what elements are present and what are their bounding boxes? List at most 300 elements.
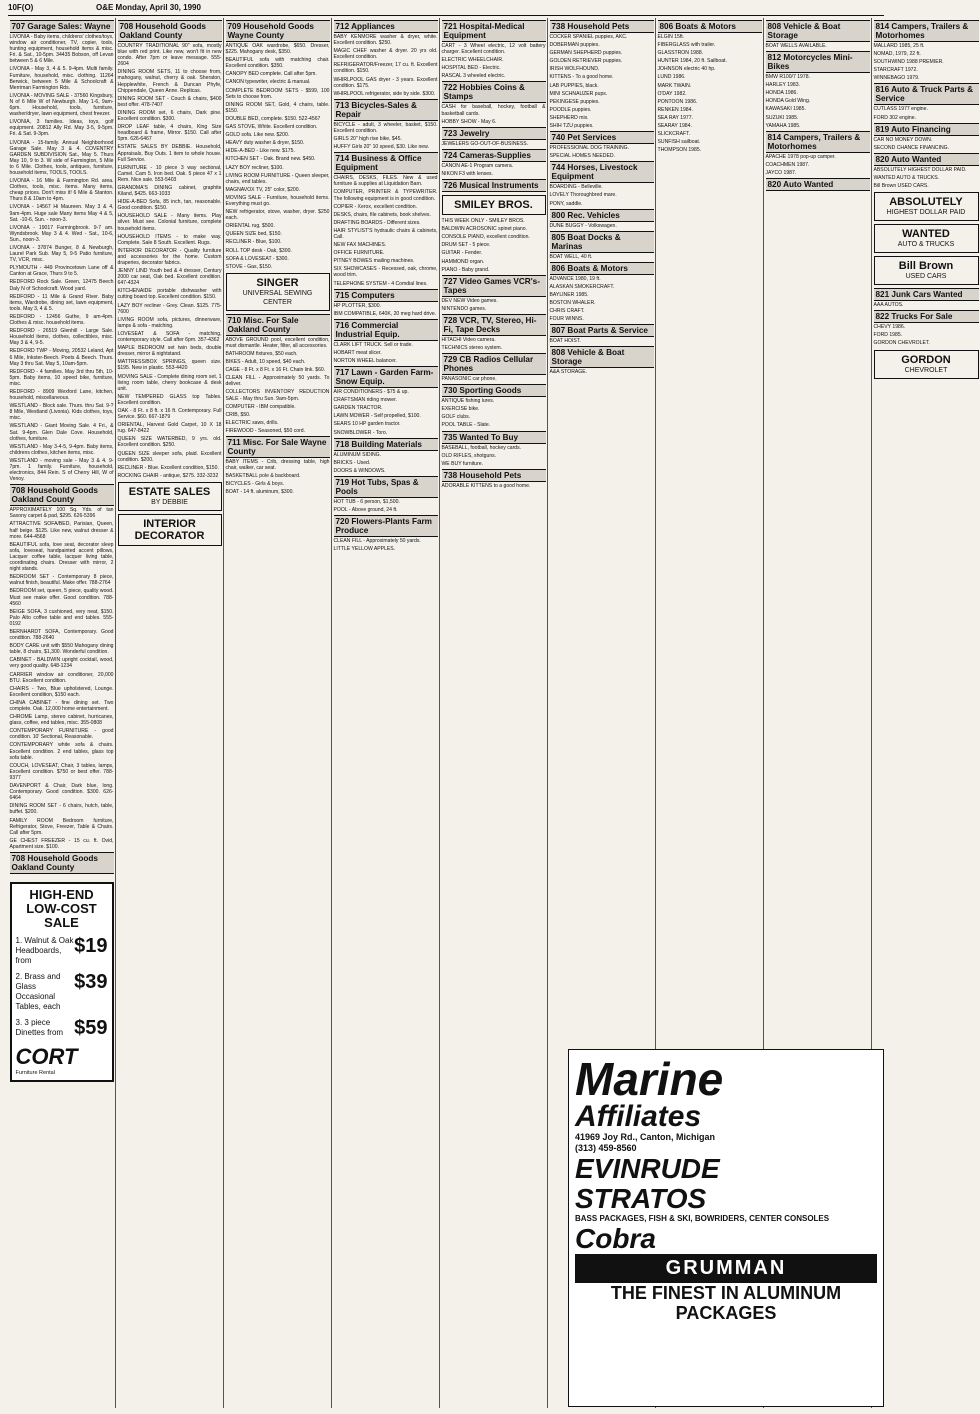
classified-ad: POOL - Above ground, 24 ft.	[333, 507, 398, 514]
gordon-sub: CHEVROLET	[904, 366, 948, 374]
classified-ad: ORIENTAL, Harvest Gold Carpet, 10 X 18 rug. 647-8422	[117, 422, 222, 435]
wanted-box-ad	[874, 224, 979, 253]
section-heading: 718 Building Materials	[334, 438, 438, 451]
classified-ad: GAS STOVE, White. Excellent condition.	[225, 124, 318, 131]
classified-ad: BABY ITEMS - Crib, dressing table, high chair, walker, car seat.	[225, 459, 330, 472]
classified-ad: LIVONIA, 3 families. Ideas, toys, golf equipment. 20812 Ally Rd. May 3-5, 9-5pm. Fri. & Sat. 9-3pm.	[9, 119, 114, 138]
section-heading: 726 Musical Instruments	[442, 179, 546, 192]
section-heading: 806 Boats & Motors	[550, 262, 654, 275]
classified-ad: MINI SCHNAUZER pups.	[549, 90, 608, 97]
classified-ad: DESKS, chairs, file cabinets, book shelves.	[333, 211, 431, 218]
classified-ad: NEW TEMPERED GLASS top Tables. Excellent condition.	[117, 393, 222, 406]
classified-ad: LOVESEAT & SOFA - matching, contemporary style. Call after 6pm. 357-4362	[117, 330, 222, 344]
classified-ad: YAMAHA 1985.	[765, 122, 801, 129]
classified-ad: LIVONIA - MOVING SALE - 37560 Kingsbury, N of 6 Mile W of Newburgh. May 1-6, 9am-6pm. Household, tools, furniture, washer/dryer, lawn equipment, chest freezer.	[9, 92, 114, 118]
classified-ad: CANOPY BED complete. Call after 5pm.	[225, 71, 317, 78]
classified-ad: LIVONIA - Baby items, childrens' clothes/toys, window air conditioner, TV, copier, tools, hunting equipment, household items & misc. Fri. & Sat., 10-5pm. 34435 Bobson, off Levan between 5 & 6 Mile.	[9, 34, 114, 65]
section-heading: 730 Sporting Goods	[442, 384, 546, 397]
classified-ad: PONTOON 1986.	[657, 98, 698, 105]
classified-ad: GARDEN TRACTOR.	[333, 405, 383, 412]
classified-ad: TELEPHONE SYSTEM - 4 Comdial lines.	[333, 280, 428, 287]
classified-ad: DUNE BUGGY - Volkswagen.	[549, 222, 617, 229]
classified-ad: GRANDMA'S DINING cabinet, graphite Kiland, $425. 663-1033	[117, 184, 222, 198]
section-heading: 808 Vehicle & Boat Storage	[550, 346, 654, 368]
interior-box-ad	[118, 514, 222, 546]
cort-logo: CORT	[15, 1043, 78, 1069]
classified-ad: ADVANCE 1980, 19 ft.	[549, 275, 601, 282]
classified-ad: ELGIN 15ft.	[657, 34, 685, 40]
classified-ad: PLYMOUTH - 449 Provincetown Lane off & Canton at Grace, Thurs 9 to 5.	[9, 265, 114, 278]
classified-ad: ELECTRIC saws, drills.	[225, 419, 279, 426]
classified-ad: ANTIQUE fishing lures.	[441, 398, 495, 405]
classified-ad: SEA RAY 1977.	[657, 114, 693, 121]
interior-box-title: INTERIOR DECORATOR	[134, 517, 205, 542]
section-heading: 814 Campers, Trailers & Motorhomes	[766, 131, 870, 153]
cort-item	[16, 972, 108, 1012]
estate-box-ad	[118, 482, 222, 511]
estate-box-sub: BY DEBBIE	[151, 498, 188, 506]
classified-ad: REDFORD - 11 Mile & Grand River. Baby items, Wardrobe, dining set, lawn equipment, tools. May 3, 4 & 5.	[9, 293, 114, 312]
classified-ad: NEW FAX MACHINES.	[333, 242, 387, 249]
classified-ad: TECHNICS stereo system.	[441, 344, 503, 351]
classified-ad: CLEAN FILL - Approximately 50 yards.	[333, 538, 421, 545]
classified-ad: OLD RIFLES, shotguns.	[441, 452, 497, 459]
section-heading: 728 VCR, TV, Stereo, Hi-Fi, Tape Decks	[442, 314, 546, 336]
singer-title: SINGER	[256, 276, 299, 289]
billbrown-title: Bill Brown	[898, 260, 954, 273]
page-header	[8, 3, 884, 16]
classified-ad: PONY, saddle.	[549, 200, 583, 207]
classified-ad: CANON typewriter, electric & manual.	[225, 79, 311, 86]
classified-ad: BODY CARE unit with $550 Mahogany dining table, 8 chairs, $1,300. Wonderful condition.	[9, 643, 114, 656]
section-heading: 727 Video Games VCR's-Tapes	[442, 275, 546, 297]
section-heading: 716 Commercial Industrial Equip.	[334, 319, 438, 341]
cobra-logo: Cobra	[575, 1223, 656, 1254]
cort-item-price: $39	[74, 970, 108, 993]
classified-ad: CONTEMPORARY white sofa & chairs. Excellent condition. 2 end tables, glass top sofa table.	[9, 742, 114, 761]
classified-ad: LIVONIA - 37874 Bunger, 8 & Newburgh, Laurel Park Sub. May 5, 9-5 Patio furniture, TV, VCR, misc.	[9, 245, 114, 264]
classified-ad: AIR CONDITIONERS - $75 & up.	[333, 389, 409, 396]
section-heading: 800 Rec. Vehicles	[550, 209, 654, 222]
classified-ad: BMW R100/7 1978.	[765, 74, 810, 81]
section-heading: 709 Household Goods Wayne County	[226, 20, 330, 42]
classified-ad: JOHNSON electric 40 hp.	[657, 66, 716, 73]
classified-ad: HUFFY Girls 20" 10 speed, $30. Like new.	[333, 144, 429, 151]
classified-ad: SOUTHWIND 1988 PREMIER.	[873, 59, 944, 66]
classified-ad: DRUM SET - 5 piece.	[441, 242, 491, 249]
classified-ad: DOUBLE BED, complete. $150. 522-4567	[225, 115, 321, 122]
classified-ad: MOVING SALE - Complete dining room set, 1 living room table, cherry bookcase & desk unit.	[117, 373, 222, 392]
classified-ad: DAVENPORT & Chair, Dark blue, long. Contemporary. Good condition. $300. 626-6464	[9, 783, 114, 802]
classified-ad: PANASONIC car phone.	[441, 376, 497, 383]
classified-ad: BICYCLE - adult, 3 wheeler, basket, $150. Excellent condition.	[333, 121, 438, 134]
classified-ad: HOBBY SHOW - May 6.	[441, 118, 497, 125]
classified-ad: REDFORD - 26519 Glenhill - Large Sale. Household items, clothes, collectibles, misc. May 3 & 4, 9-5.	[9, 328, 114, 347]
absolutely-sub: HIGHEST DOLLAR PAID	[886, 209, 966, 217]
classified-ad: PIANO - Baby grand.	[441, 266, 490, 273]
classified-ad: REDFORD Rock Sale. Green, 12475 Beech Daly N of Schoolcraft. Wood yard.	[9, 279, 114, 292]
classified-ad: ABOVE GROUND pool, excellent condition, must dismantle. Heater, filter, all accessories.	[225, 336, 330, 349]
section-heading: 812 Motorcycles Mini-Bikes	[766, 51, 870, 73]
classified-ad: BOARDING - Belleville.	[549, 184, 603, 191]
classified-ad: BABY KENMORE washer & dryer, white. Excellent condition. $250.	[333, 34, 438, 47]
classified-ad: LAB PUPPIES, black.	[549, 82, 599, 89]
classified-ad: SOFA & LOVESEAT - $300.	[225, 255, 289, 262]
classified-ad: HP PLOTTER, $300.	[333, 302, 381, 309]
section-heading: 707 Garage Sales: Wayne	[10, 20, 114, 33]
classified-ad: CASH for baseball, hockey, football & basketball cards.	[441, 104, 546, 117]
stratos-logo: STRATOS	[575, 1183, 707, 1214]
classified-ad: BATHROOM fixtures, $50 each.	[225, 351, 298, 357]
section-heading: 723 Jewelry	[442, 127, 546, 140]
classified-ad: HOUSEHOLD SALE - Many items. Play silver. Must see. Colonial furniture, complete household items.	[117, 213, 222, 232]
singer-box-ad	[226, 273, 330, 311]
page-number: 10F(O)	[8, 3, 34, 12]
classified-ad: LAZY BOY recliner, $100.	[225, 164, 284, 171]
classified-ad: CHRIS CRAFT.	[549, 308, 585, 315]
classified-ad: HOUSEHOLD ITEMS - to make way. Complete. Sale 8 South. Excellent. Rugs.	[117, 233, 222, 246]
classified-ad: HIDE-A-BED Sofa, 85 inch, tan, reasonable. Good condition. $150.	[117, 199, 222, 212]
classified-ad: GE CHEST FREEZER - 15 cu. ft. Ovid, Apartment size. $100.	[9, 837, 114, 850]
classified-ad: GERMAN SHEPHERD puppies.	[549, 50, 623, 57]
classified-ad: CRIB, $50.	[225, 411, 251, 418]
classified-ad: REDFORD - 4 families. May 3rd thru 5th, 10-5pm. Baby items, 10 speed bike, furniture, misc.	[9, 368, 114, 387]
section-heading: 805 Boat Docks & Marinas	[550, 231, 654, 253]
classified-ad: NEW refrigerator, stove, washer, dryer. $250 each.	[225, 209, 330, 222]
section-heading: 720 Flowers-Plants Farm Produce	[334, 515, 438, 537]
classified-ad: COACHMEN 1987.	[765, 161, 810, 168]
classified-ad: IRISH WOLFHOUND.	[549, 66, 600, 73]
column-1	[8, 18, 116, 1408]
classified-ad: MATTRESS/BOX SPRINGS, queen size. $195. New in plastic. 553-4420	[117, 359, 222, 372]
section-heading: 721 Hospital-Medical Equipment	[442, 20, 546, 42]
classified-ad: A&A STORAGE.	[549, 369, 588, 376]
classified-ad: PROFESSIONAL DOG TRAINING.	[549, 145, 630, 152]
classified-ad: LIVING ROOM sofa, pictures, dinnerware, lamps & sofa - matching.	[117, 316, 222, 329]
classified-ad: FAMILY ROOM Bedroom furniture, Refrigerator, Stove, Freezer, Table & Chairs. Call after 5pm.	[9, 817, 114, 836]
classified-ad: CAR NO MONEY DOWN.	[873, 136, 933, 143]
classified-ad: CHEVY 1986.	[873, 324, 906, 331]
classified-ad: COLLECTORS INVENTORY REDUCTION SALE - May thru Sun. 9am-5pm.	[225, 389, 330, 402]
section-heading: 713 Bicycles-Sales & Repair	[334, 99, 438, 121]
classified-ad: GLASSTRON 1988.	[657, 50, 704, 57]
classified-ad: CANON AE-1 Program camera.	[441, 162, 514, 169]
classified-ad: CHROME Lamp, stereo cabinet, hurricanes, glass, coffee, end tables, misc. 355-0808	[9, 714, 114, 727]
classified-ad: REDFORD TWP - Moving, 20532 Leland, Apt 6 Mile, Inkster-Beech. Poets & Beech. Thurs. May 3 thru Sat. May 5, 10am-5pm.	[9, 348, 114, 367]
cort-item	[16, 936, 108, 966]
classified-ad: DINING ROOM SET - Couch & chairs, $400 best offer. 478-7407	[117, 95, 222, 108]
classified-ad: LIVONIA - May 3, 4 & 5. 9-4pm. Multi family. Furniture, household, misc. clothing. 11264 Berwick, between 5 Mile & Schoolcraft & Merriman Farmington Rds.	[9, 66, 114, 91]
classified-ad: COMPUTER - IBM compatible.	[225, 403, 296, 410]
classified-ad: ANTIQUE OAK wardrobe, $650. Dresser, $225. Mahogany desk, $350.	[225, 43, 330, 56]
classified-ad: CUTLASS 1977 engine.	[873, 106, 928, 113]
classified-ad: EXERCISE bike.	[441, 406, 480, 413]
section-heading: 717 Lawn - Garden Farm-Snow Equip.	[334, 366, 438, 388]
classified-ad: SHIH TZU puppies.	[549, 123, 594, 130]
classified-ad: DROP LEAF table, 4 chairs, King Size headboard & frame, Mirror. $150. Call after 5pm. 626-6467	[117, 124, 222, 143]
absolutely-title: ABSOLUTELY	[889, 196, 963, 209]
section-heading: 719 Hot Tubs, Spas & Pools	[334, 476, 438, 498]
gordon-chevrolet-ad	[874, 350, 979, 379]
classified-ad: WESTLAND - Giant Moving Sale. 4 Fri., & Sat. 9-4pm. Glen Dale Cove. Household, clothes, furniture.	[9, 423, 114, 442]
classified-ad: OFFICE FURNITURE.	[333, 250, 385, 257]
cort-headline: HIGH-END LOW-COST SALE	[26, 886, 97, 930]
classified-ad: WHIRLPOOL refrigerator, side by side. $300.	[333, 90, 436, 97]
classified-ad: BEAUTIFUL sofa, love seat, decorator sleep sofa, loveseat, handpainted accent pillows, Lacquer coffee table, lacquer living table, coordinating chairs. Dresser with mirror, 2 night stands.	[9, 541, 114, 573]
classified-ad: BALDWIN ACROSONIC spinet piano.	[441, 226, 527, 233]
section-heading: 744 Horses, Livestock Equipment	[550, 161, 654, 183]
section-heading: 820 Auto Wanted	[766, 178, 870, 191]
section-heading: 708 Household Goods Oakland County	[10, 852, 114, 874]
classified-ad: JEWELERS GO-OUT-OF-BUSINESS.	[441, 140, 529, 147]
marine-address: 41969 Joy Rd., Canton, Michigan	[575, 1132, 716, 1142]
classified-ad: GOLD sofa. Like new. $200.	[225, 132, 290, 139]
gordon-title: GORDON	[901, 353, 951, 366]
classified-ad: HAMMOND organ.	[441, 258, 485, 265]
classified-ad: SLICKCRAFT.	[657, 131, 691, 138]
classified-ad: COMPUTER, PRINTER & TYPEWRITER. The following equipment is in good condition.	[333, 189, 438, 202]
classified-ad: BERNHARDT SOFA, Contemporary. Good condition. 788-2640	[9, 628, 114, 642]
classified-ad: BEDROOM SET - Contemporary 8 piece, walnut finish, beautiful. Make offer. 788-2764	[9, 574, 114, 587]
classified-ad: WESTLAND - Block sale. Thurs. thru Sat. 9-? 8 Mile, Westland (Livonia). Kids clothes, toys, misc.	[9, 403, 114, 422]
classified-ad: CART - 3 Wheel electric, 12 volt battery charger. Excellent condition.	[441, 43, 546, 56]
classified-ad: O'DAY 1982.	[657, 90, 687, 97]
classified-ad: SUNFISH sailboat.	[657, 139, 701, 146]
classified-ad: QUEEN SIZE bed, $150.	[225, 231, 282, 238]
section-heading: 712 Appliances	[334, 20, 438, 33]
classified-ad: MALLARD 1985, 25 ft.	[873, 43, 925, 49]
section-heading: 814 Campers, Trailers & Motorhomes	[874, 20, 979, 42]
classified-ad: CLARK LIFT TRUCK. Sell or trade.	[333, 341, 413, 348]
classified-ad: WANTED AUTO & TRUCKS.	[873, 174, 940, 181]
classified-ad: COPIER - Xerox, excellent condition.	[333, 203, 418, 210]
column-2	[116, 18, 224, 1408]
classified-ad: COMPLETE BEDROOM SETS - $599, 100 Sets to choose from.	[225, 87, 330, 100]
classified-ad: ALASKAN SMOKERCRAFT.	[549, 283, 615, 290]
affiliates-title: Affiliates	[575, 1100, 702, 1133]
classified-ad: LIVONIA - 14567 Hi Maureen. May 3 & 4, 9am-4pm. Huge sale Many items May 4 & 5, Sat. -10-6, Sun. - noon-3.	[9, 204, 114, 223]
section-heading: 724 Cameras-Supplies	[442, 149, 546, 162]
classified-ad: DINING ROOM set, 6 chairs, Dark pine. Excellent condition. $300.	[117, 109, 222, 123]
cort-item	[16, 1018, 108, 1038]
column-3	[224, 18, 332, 1408]
classified-ad: REDFORD - 12456 Guthe, 9 am-4pm. Clothes & misc. household items.	[9, 313, 114, 327]
classified-ad: WESTLAND - May 3-4-5, 9-4pm. Baby items, childrens clothes, kitchen items, misc.	[9, 443, 114, 456]
cort-item-price: $19	[74, 934, 108, 957]
wanted-sub: AUTO & TRUCKS	[897, 241, 955, 249]
classified-ad: BOSTON WHALER.	[549, 300, 596, 307]
classified-ad: LIVONIA - 16 Mile & Farmington Rd. area. Clothes, tools, misc. items. Many items, cheap prices. Don't miss it! 6 Mile & Stanton. Thurs 8 & 10am to 4pm.	[9, 178, 114, 203]
section-heading: 820 Auto Wanted	[874, 153, 979, 166]
section-heading: 722 Hobbies Coins & Stamps	[442, 81, 546, 103]
classified-ad: QUEEN SIZE sleeper sofa, plaid. Excellent condition. $200.	[117, 450, 222, 463]
section-heading: 738 Household Pets	[550, 20, 654, 33]
classified-ad: KITCHEN SET - Oak. Brand new. $450.	[225, 156, 316, 163]
classified-ad: MAPLE BEDROOM set twin beds, double dresser, mirror & nightstand.	[117, 345, 222, 358]
classified-ad: LUND 1986.	[657, 74, 686, 81]
smiley-title: SMILEY BROS.	[454, 199, 533, 212]
absolutely-box-ad	[874, 192, 979, 221]
classified-ad: HUNTER 1984, 20 ft. Sailboat.	[657, 58, 727, 65]
classified-ad: Bill Brown USED CARS.	[873, 183, 929, 190]
classified-ad: SEARAY 1984.	[657, 123, 692, 130]
classified-ad: STOVE - Gas, $150.	[225, 263, 273, 270]
classified-ad: BIKES - Adult, 10 speed, $40 each.	[225, 359, 306, 366]
classified-ad: KITTENS - To a good home.	[549, 74, 614, 81]
finest-aluminum: THE FINEST IN ALUMINUM PACKAGES	[610, 1283, 842, 1323]
paper-name-date: O&E Monday, April 30, 1990	[96, 3, 201, 12]
section-heading: 822 Trucks For Sale	[874, 310, 979, 323]
cort-item-label: 3. 3 piece Dinettes from	[15, 1017, 64, 1037]
classified-ad: CABINET - BALDWIN upright cocktail, wood, very good quality. 648-1234	[9, 657, 114, 670]
classified-ad: HOT TUB - 6 person, $1,500.	[333, 498, 400, 505]
marine-lineup: BASS PACKAGES, FISH & SKI, BOWRIDERS, CENTER CONSOLES	[575, 1214, 830, 1223]
classified-ad: BOAT WELL, 40 ft.	[549, 253, 593, 260]
classified-ad: ORIENTAL rug, $500.	[225, 223, 275, 230]
marine-affiliates-ad	[568, 1049, 884, 1409]
classified-ad: FIREWOOD - Seasoned, $50 cord.	[225, 427, 306, 434]
marine-title: Marine	[575, 1053, 724, 1105]
classified-ad: RECLINER - Blue. Excellent condition, $150.	[117, 464, 219, 471]
classified-ad: SIX SHOWCASES - Recessed, oak, chrome, wood trim.	[333, 266, 438, 279]
classified-ad: THOMPSON 1985.	[657, 147, 702, 154]
section-heading: 816 Auto & Truck Parts & Service	[874, 83, 979, 105]
classified-ad: GOLF clubs.	[441, 414, 471, 421]
section-heading: 715 Computers	[334, 289, 438, 302]
section-heading: 807 Boat Parts & Service	[550, 324, 654, 337]
singer-sub: UNIVERSAL SEWING CENTER	[242, 289, 313, 306]
classified-ad: GORDON CHEVROLET.	[873, 340, 930, 347]
column-4	[332, 18, 440, 1408]
cort-address: Furniture Rental	[15, 1069, 55, 1076]
classified-ad: OAK - 8 Ft. x 8 ft. x 16 ft. Contemporary. Full Service. $60. 667-1879	[117, 407, 222, 421]
classified-ad: CRAFTSMAN riding mower.	[333, 397, 397, 404]
classified-ad: HOSPITAL BED - Electric.	[441, 65, 501, 72]
classified-ad: MARK TWAIN.	[657, 82, 692, 89]
classified-ad: RENKEN 1984.	[657, 106, 693, 113]
section-heading: 729 CB Radios Cellular Phones	[442, 353, 546, 375]
classified-ad: WINNEBAGO 1979.	[873, 75, 920, 82]
classified-ad: NORTON WHEEL balancer.	[333, 358, 397, 364]
classified-ad: ADORABLE KITTENS to a good home.	[441, 482, 531, 489]
billbrown-box-ad	[874, 256, 979, 285]
classified-ad: BEIGE SOFA, 3 cushioned, very neat, $150. Palo Alto coffee table and end tables. 555-0192	[9, 608, 114, 627]
classified-ad: BASEBALL, football, hockey cards.	[441, 444, 522, 451]
classified-ad: THIS WEEK ONLY - SMILEY BROS.	[441, 218, 525, 225]
classified-ad: CHAIRS, DESKS, FILES. New & used furniture & supplies at Liquidation Barn.	[333, 175, 438, 188]
classified-ad: WESTLAND - moving sale - May 3 & 4. 9-7pm. 1 family. Furniture, household, electronics, 844 Rein. S of Cherry Hill, W of Venoy.	[9, 457, 114, 483]
cort-furniture-ad	[10, 882, 114, 1083]
classified-ad: LITTLE YELLOW APPLES.	[333, 546, 396, 553]
classified-ad: KITCHENAIDE portable dishwasher with cutting board top. Excellent condition. $150.	[117, 288, 222, 301]
classified-ad: DINING ROOM SET - 6 chairs, hutch, table, buffet. $200.	[9, 803, 114, 816]
cort-item-label: 2. Brass and Glass Occasional Tables, each	[15, 971, 61, 1011]
classified-ad: BRICKS - Used.	[333, 459, 371, 466]
classified-ad: CARRIER window air conditioner, 20,000 BTU. Excellent condition.	[9, 671, 114, 684]
classified-ad: REDFORD - 8909 Wexford Lane, kitchen, household, miscellaneous.	[9, 388, 114, 402]
section-heading: 808 Vehicle & Boat Storage	[766, 20, 870, 42]
classified-ad: FURNITURE - 10 piece 3 way sectional, Camel. Cam 5. Iron bed. Oak. 5 piece 47 x 1 Rem. Nice sale. 553-5403	[117, 164, 222, 183]
classified-ad: HITACHI Video camera.	[441, 336, 496, 343]
classified-ad: IBM COMPATIBLE, 640K, 20 meg hard drive.	[333, 310, 437, 317]
classified-ad: NIKON F3 with lenses.	[441, 170, 494, 177]
classified-ad: MAGIC CHEF washer & dryer. 20 yrs old. Excellent condition.	[333, 48, 438, 61]
classified-ad: BOAT HOIST.	[549, 338, 581, 345]
classified-ad: NINTENDO games.	[441, 305, 487, 312]
classified-ad: LAWN MOWER - Self propelled, $100.	[333, 413, 421, 420]
classified-ad: LIVING ROOM FURNITURE - Queen sleeper, chairs, end tables.	[225, 172, 330, 185]
section-heading: 740 Pet Services	[550, 131, 654, 144]
classified-ad: ALUMINUM SIDING.	[333, 451, 382, 458]
classified-ad: FORD 1985.	[873, 332, 903, 339]
classified-ad: SUZUKI 1985.	[765, 114, 799, 121]
classified-ad: GIRLS 20" high rise bike, $45.	[333, 136, 402, 143]
section-heading: 735 Wanted To Buy	[442, 431, 546, 444]
section-heading: 806 Boats & Motors	[658, 20, 762, 33]
classified-ad: POODLE puppies.	[549, 106, 592, 113]
classified-ad: CHAIRS - Two, Blue upholstered, Lounge. Excellent condition, $150 each.	[9, 685, 114, 698]
section-heading: 710 Misc. For Sale Oakland County	[226, 314, 330, 336]
classified-ad: DRAFTING BOARDS - Different sizes.	[333, 219, 421, 226]
column-5	[440, 18, 548, 1408]
classified-ad: PITNEY BOWES mailing machines.	[333, 258, 415, 265]
classified-ad: HAIR STYLIST'S hydraulic chairs & cabinets, Call.	[333, 227, 438, 240]
classified-ad: GOLDEN RETRIEVER puppies.	[549, 58, 623, 65]
evinrude-logo: EVINRUDE	[575, 1153, 720, 1184]
classified-ad: BICYCLES - Girls & boys.	[225, 481, 285, 488]
classified-ad: APPROXIMATELY 100 Sq. Yds. of tan Saxony carpet & pad, $295. 626-5396	[9, 507, 114, 520]
classified-ad: APACHE 1978 pop-up camper.	[765, 153, 836, 160]
section-heading: 819 Auto Financing	[874, 123, 979, 136]
classified-ad: QUEEN SIZE WATERBED, 9 yrs. old. Excellent condition. $250.	[117, 436, 222, 449]
section-heading: 821 Junk Cars Wanted	[874, 288, 979, 301]
classified-ad: CLEAN FILL - Approximately 50 yards. To deliver.	[225, 375, 330, 388]
classified-ad: ATTRACTIVE SOFA/BED, Parisian, Queen, half beige. $125. Like new, walnut dresser & more. 644-4568	[9, 521, 114, 540]
classified-ad: CHINA CABINET - fine dining set. Two complete. Oak. 12,000 home entertainment.	[9, 699, 114, 712]
classified-ad: MOVING SALE - Furniture, household items. Everything must go.	[225, 194, 330, 207]
classified-ad: SEARS 10 HP garden tractor.	[333, 421, 401, 428]
classified-ad: BEDROOM set, queen, 5 piece, quality wood. Must see make offer. Good condition. 788-4560	[9, 588, 114, 607]
classified-ad: KAWASAKI 1985.	[765, 106, 806, 113]
classified-ad: ABSOLUTELY HIGHEST DOLLAR PAID.	[873, 166, 967, 173]
classified-ad: MAGNAVOX TV, 25" color, $200.	[225, 186, 300, 193]
classified-ad: SECOND CHANCE FINANCING.	[873, 144, 950, 151]
section-heading: 714 Business & Office Equipment	[334, 152, 438, 174]
classified-ad: DOBERMAN puppies.	[549, 42, 600, 49]
classified-ad: FOUR WINNS.	[549, 316, 584, 323]
classified-ad: CONSOLE PIANO, excellent condition.	[441, 234, 530, 241]
classified-ad: DINING ROOM SET, Gold, 4 chairs, table. $150.	[225, 101, 330, 114]
classified-ad: COUCH, LOVESEAT, Chair, 3 tables, lamps, Excellent condition. $750 or best offer. 788-9377	[9, 762, 114, 781]
classified-ad: COCKER SPANIEL puppies, AKC.	[549, 34, 628, 40]
classified-ad: BAYLINER 1985.	[549, 291, 589, 298]
smiley-bros-box-ad	[442, 195, 546, 215]
classified-ad: JAYCO 1987.	[765, 169, 797, 176]
classified-ad: REFRIGERATOR/Freezer, 17 cu. ft. Excellent condition. $150.	[333, 62, 438, 75]
classified-ad: BOAT - 14 ft. aluminum, $300.	[225, 489, 294, 496]
section-heading: 711 Misc. For Sale Wayne County	[226, 436, 330, 458]
classified-ad: DEV NEW Video games.	[441, 297, 498, 304]
classified-ad: RECLINER - Blue, $100.	[225, 239, 282, 246]
classified-ad: HIDE-A-BED - Like new. $175.	[225, 148, 295, 155]
classified-ad: POOL TABLE - Slate.	[441, 422, 491, 429]
classified-ad: HARLEY 1983.	[765, 82, 800, 89]
classified-ad: HONDA Gold Wing.	[765, 98, 811, 105]
classified-ad: AAA AUTOS.	[873, 302, 904, 309]
section-heading: 708 Household Goods Oakland County	[118, 20, 222, 42]
classified-ad: PEKINGESE puppies.	[549, 98, 600, 105]
classified-ad: BEAUTIFUL sofa with matching chair. Excellent condition. $350.	[225, 57, 330, 70]
